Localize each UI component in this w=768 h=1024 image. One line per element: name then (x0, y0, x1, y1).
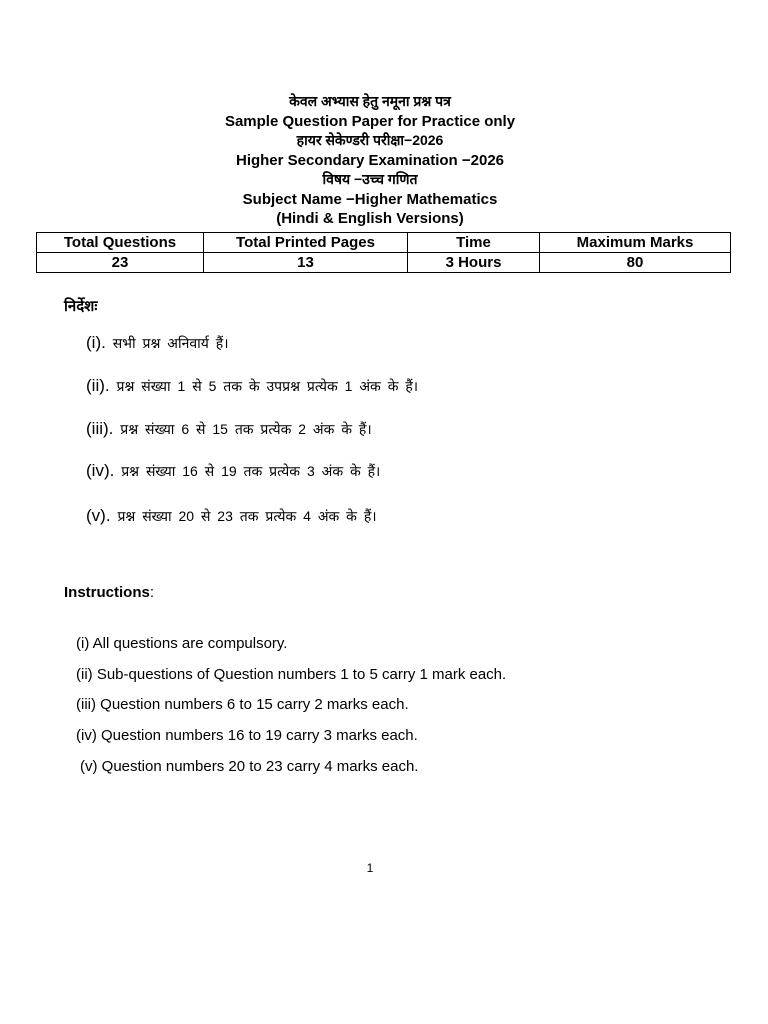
header-english-subject: Subject Name −Higher Mathematics (242, 190, 498, 208)
hindi-instruction-item (86, 461, 380, 481)
english-instruction-item: (ii) Sub-questions of Question numbers 1 to 5 carry 1 mark each. (76, 666, 507, 683)
english-instructions-title (64, 584, 154, 601)
header-hindi-title: केवल अभ्यास हेतु नमूना प्रश्न पत्र (289, 93, 451, 109)
hindi-instruction-item (86, 376, 418, 396)
english-instruction-item: (v) Question numbers 20 to 23 carry 4 marks each. (80, 758, 419, 775)
english-instruction-item: (i) All questions are compulsory. (76, 635, 288, 652)
table-header-row (37, 233, 731, 253)
page-number: 1 (366, 861, 374, 875)
table-header-cell: Total Printed Pages (204, 233, 408, 253)
table-row (37, 253, 731, 273)
hindi-item-number: (ii). (86, 376, 110, 395)
hindi-item-number: (iv). (86, 461, 115, 480)
header-english-title: Sample Question Paper for Practice only (224, 112, 516, 130)
hindi-instruction-item (86, 506, 377, 526)
table-header-cell: Maximum Marks (540, 233, 731, 253)
exam-info-table (36, 232, 731, 273)
hindi-item-number: (iii). (86, 419, 114, 438)
hindi-instruction-item (86, 333, 229, 353)
hindi-item-text: प्रश्न संख्या 16 से 19 तक प्रत्येक 3 अंक के हैं। (121, 463, 381, 479)
hindi-instruction-item (86, 419, 372, 439)
table-cell: 80 (540, 253, 731, 273)
header-hindi-subject: विषय −उच्च गणित (322, 171, 418, 187)
instructions-colon: : (149, 584, 155, 601)
table-header-cell: Time (408, 233, 540, 253)
hindi-instructions-title: निर्देशः (64, 298, 98, 315)
hindi-item-text: प्रश्न संख्या 1 से 5 तक के उपप्रश्न प्रत्येक 1 अंक के हैं। (116, 378, 419, 394)
hindi-item-text: प्रश्न संख्या 6 से 15 तक प्रत्येक 2 अंक के हैं। (120, 421, 372, 437)
hindi-item-text: सभी प्रश्न अनिवार्य हैं। (112, 335, 229, 351)
hindi-item-number: (i). (86, 333, 106, 352)
table-header-cell: Total Questions (37, 233, 204, 253)
paper-header (0, 92, 740, 229)
hindi-item-number: (v). (86, 506, 111, 525)
instructions-heading: Instructions (64, 584, 150, 601)
table-cell: 23 (37, 253, 204, 273)
english-instruction-item: (iii) Question numbers 6 to 15 carry 2 marks each. (76, 696, 409, 713)
hindi-item-text: प्रश्न संख्या 20 से 23 तक प्रत्येक 4 अंक के हैं। (117, 508, 377, 524)
header-english-exam: Higher Secondary Examination −2026 (235, 151, 505, 169)
table-cell: 13 (204, 253, 408, 273)
table-cell: 3 Hours (408, 253, 540, 273)
header-hindi-exam: हायर सेकेण्डरी परीक्षा−2026 (296, 132, 444, 148)
header-versions: (Hindi & English Versions) (276, 210, 464, 227)
english-instruction-item: (iv) Question numbers 16 to 19 carry 3 marks each. (76, 727, 418, 744)
